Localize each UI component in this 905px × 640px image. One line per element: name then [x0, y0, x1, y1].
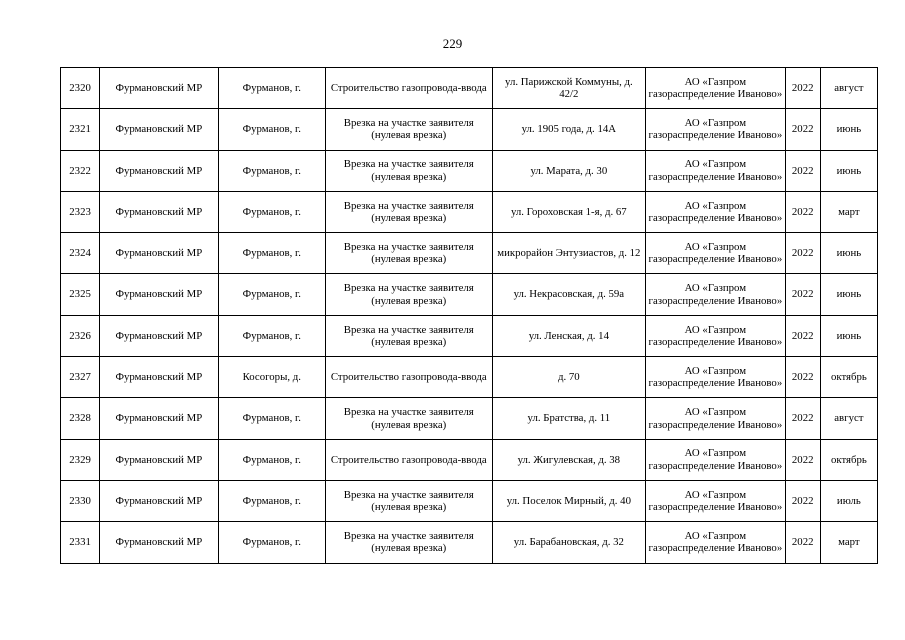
- work-type-cell: Строительство газопровода-ввода: [325, 357, 492, 398]
- table-row: [61, 191, 878, 232]
- month-cell: март: [820, 191, 877, 232]
- table-row: [61, 522, 878, 563]
- month-cell: июнь: [820, 109, 877, 150]
- settlement-cell: Косогоры, д.: [218, 357, 325, 398]
- month-cell: октябрь: [820, 357, 877, 398]
- address-cell: ул. Гороховская 1-я, д. 67: [492, 191, 646, 232]
- row-number: 2330: [61, 480, 100, 521]
- organization-cell: АО «Газпром газораспределение Иваново»: [646, 480, 786, 521]
- work-type-cell: Врезка на участке заявителя (нулевая врезка): [325, 522, 492, 563]
- year-cell: 2022: [785, 274, 820, 315]
- district-cell: Фурмановский МР: [100, 191, 218, 232]
- year-cell: 2022: [785, 357, 820, 398]
- organization-cell: АО «Газпром газораспределение Иваново»: [646, 150, 786, 191]
- year-cell: 2022: [785, 68, 820, 109]
- settlement-cell: Фурманов, г.: [218, 315, 325, 356]
- organization-cell: АО «Газпром газораспределение Иваново»: [646, 522, 786, 563]
- year-cell: 2022: [785, 439, 820, 480]
- year-cell: 2022: [785, 233, 820, 274]
- table-row: [61, 439, 878, 480]
- table-row: [61, 150, 878, 191]
- district-cell: Фурмановский МР: [100, 68, 218, 109]
- year-cell: 2022: [785, 522, 820, 563]
- month-cell: июнь: [820, 150, 877, 191]
- address-cell: ул. Парижской Коммуны, д. 42/2: [492, 68, 646, 109]
- work-type-cell: Врезка на участке заявителя (нулевая врезка): [325, 191, 492, 232]
- district-cell: Фурмановский МР: [100, 357, 218, 398]
- address-cell: д. 70: [492, 357, 646, 398]
- row-number: 2328: [61, 398, 100, 439]
- address-cell: ул. Поселок Мирный, д. 40: [492, 480, 646, 521]
- district-cell: Фурмановский МР: [100, 109, 218, 150]
- year-cell: 2022: [785, 398, 820, 439]
- table-row: [61, 274, 878, 315]
- month-cell: июнь: [820, 274, 877, 315]
- organization-cell: АО «Газпром газораспределение Иваново»: [646, 398, 786, 439]
- settlement-cell: Фурманов, г.: [218, 439, 325, 480]
- organization-cell: АО «Газпром газораспределение Иваново»: [646, 357, 786, 398]
- month-cell: июль: [820, 480, 877, 521]
- table-row: [61, 68, 878, 109]
- month-cell: октябрь: [820, 439, 877, 480]
- address-cell: микрорайон Энтузиастов, д. 12: [492, 233, 646, 274]
- work-type-cell: Врезка на участке заявителя (нулевая врезка): [325, 398, 492, 439]
- district-cell: Фурмановский МР: [100, 150, 218, 191]
- year-cell: 2022: [785, 150, 820, 191]
- settlement-cell: Фурманов, г.: [218, 68, 325, 109]
- settlement-cell: Фурманов, г.: [218, 274, 325, 315]
- district-cell: Фурмановский МР: [100, 398, 218, 439]
- organization-cell: АО «Газпром газораспределение Иваново»: [646, 109, 786, 150]
- table-row: [61, 480, 878, 521]
- district-cell: Фурмановский МР: [100, 480, 218, 521]
- row-number: 2329: [61, 439, 100, 480]
- work-type-cell: Врезка на участке заявителя (нулевая врезка): [325, 109, 492, 150]
- address-cell: ул. 1905 года, д. 14А: [492, 109, 646, 150]
- address-cell: ул. Братства, д. 11: [492, 398, 646, 439]
- address-cell: ул. Барабановская, д. 32: [492, 522, 646, 563]
- district-cell: Фурмановский МР: [100, 233, 218, 274]
- table-row: [61, 315, 878, 356]
- district-cell: Фурмановский МР: [100, 315, 218, 356]
- year-cell: 2022: [785, 480, 820, 521]
- month-cell: июнь: [820, 233, 877, 274]
- settlement-cell: Фурманов, г.: [218, 522, 325, 563]
- row-number: 2326: [61, 315, 100, 356]
- organization-cell: АО «Газпром газораспределение Иваново»: [646, 233, 786, 274]
- work-type-cell: Врезка на участке заявителя (нулевая врезка): [325, 480, 492, 521]
- address-cell: ул. Марата, д. 30: [492, 150, 646, 191]
- organization-cell: АО «Газпром газораспределение Иваново»: [646, 191, 786, 232]
- row-number: 2331: [61, 522, 100, 563]
- work-type-cell: Врезка на участке заявителя (нулевая врезка): [325, 150, 492, 191]
- organization-cell: АО «Газпром газораспределение Иваново»: [646, 68, 786, 109]
- gasification-table: [60, 67, 878, 564]
- table-row: [61, 357, 878, 398]
- district-cell: Фурмановский МР: [100, 439, 218, 480]
- month-cell: август: [820, 68, 877, 109]
- work-type-cell: Врезка на участке заявителя (нулевая врезка): [325, 233, 492, 274]
- district-cell: Фурмановский МР: [100, 274, 218, 315]
- settlement-cell: Фурманов, г.: [218, 398, 325, 439]
- address-cell: ул. Ленская, д. 14: [492, 315, 646, 356]
- year-cell: 2022: [785, 109, 820, 150]
- work-type-cell: Врезка на участке заявителя (нулевая врезка): [325, 315, 492, 356]
- year-cell: 2022: [785, 191, 820, 232]
- settlement-cell: Фурманов, г.: [218, 109, 325, 150]
- settlement-cell: Фурманов, г.: [218, 233, 325, 274]
- row-number: 2323: [61, 191, 100, 232]
- organization-cell: АО «Газпром газораспределение Иваново»: [646, 439, 786, 480]
- settlement-cell: Фурманов, г.: [218, 150, 325, 191]
- work-type-cell: Строительство газопровода-ввода: [325, 68, 492, 109]
- year-cell: 2022: [785, 315, 820, 356]
- table-row: [61, 109, 878, 150]
- settlement-cell: Фурманов, г.: [218, 480, 325, 521]
- month-cell: август: [820, 398, 877, 439]
- work-type-cell: Строительство газопровода-ввода: [325, 439, 492, 480]
- organization-cell: АО «Газпром газораспределение Иваново»: [646, 274, 786, 315]
- work-type-cell: Врезка на участке заявителя (нулевая врезка): [325, 274, 492, 315]
- page-number: 229: [442, 36, 463, 51]
- row-number: 2324: [61, 233, 100, 274]
- row-number: 2322: [61, 150, 100, 191]
- address-cell: ул. Некрасовская, д. 59а: [492, 274, 646, 315]
- organization-cell: АО «Газпром газораспределение Иваново»: [646, 315, 786, 356]
- settlement-cell: Фурманов, г.: [218, 191, 325, 232]
- address-cell: ул. Жигулевская, д. 38: [492, 439, 646, 480]
- district-cell: Фурмановский МР: [100, 522, 218, 563]
- table-row: [61, 233, 878, 274]
- row-number: 2320: [61, 68, 100, 109]
- row-number: 2327: [61, 357, 100, 398]
- row-number: 2321: [61, 109, 100, 150]
- table-row: [61, 398, 878, 439]
- month-cell: июнь: [820, 315, 877, 356]
- month-cell: март: [820, 522, 877, 563]
- row-number: 2325: [61, 274, 100, 315]
